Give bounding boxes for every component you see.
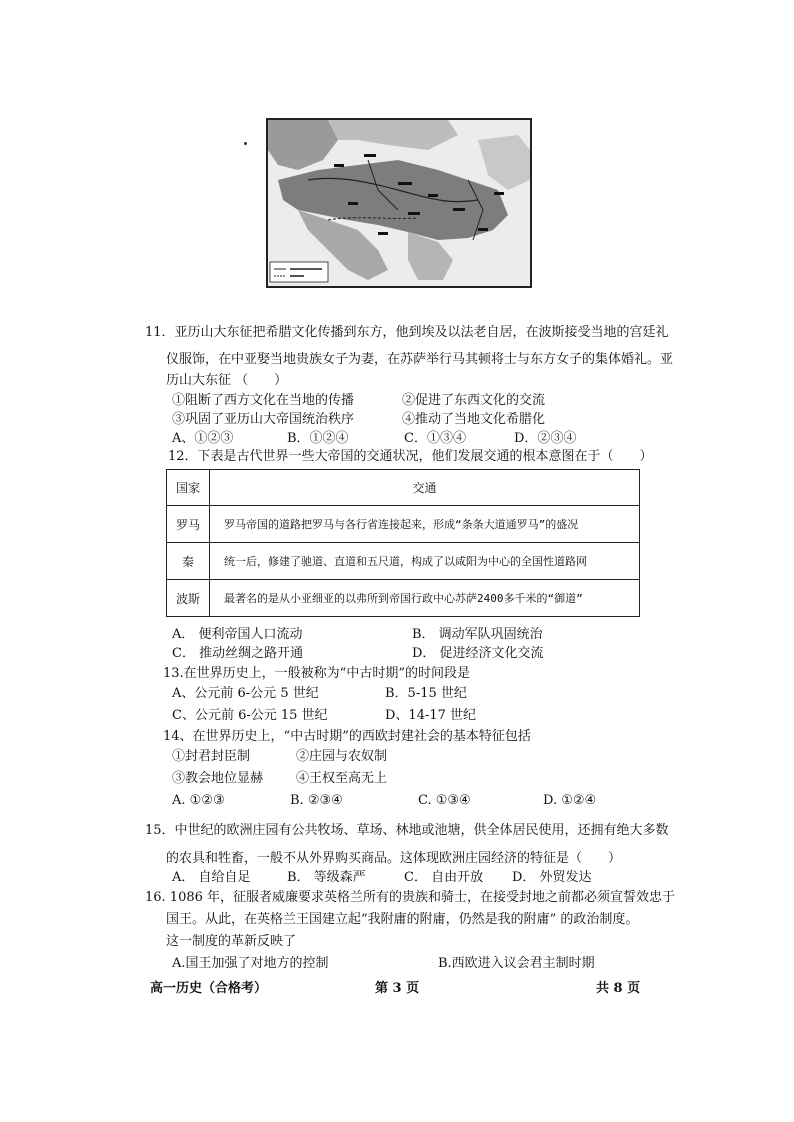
q11-option-b: B．①②④ [287, 431, 349, 446]
footer-page-total: 共 8 页 [596, 981, 641, 996]
q11-item-3: ③巩固了亚历山大帝国统治秩序 [172, 412, 355, 427]
q11-stem-line3: 历山大东征 （ ） [166, 373, 288, 388]
map-drawing [268, 120, 530, 286]
q16-option-b: B.西欧进入议会君主制时期 [438, 956, 595, 971]
footer-subject: 高一历史（合格考） [150, 981, 268, 996]
q11-option-a: A、①②③ [172, 431, 234, 446]
transport-table [166, 469, 640, 617]
q16-stem-line1: 16. 1086 年，征服者威廉要求英格兰所有的贵族和骑士，在接受封地之前都必须宣誓效忠于 [145, 890, 676, 905]
table-row [167, 506, 640, 543]
table-cell-transport: 罗马帝国的道路把罗马与各行省连接起来，形成“条条大道通罗马”的盛况 [210, 506, 640, 543]
q12-option-b: B． 调动军队巩固统治 [412, 627, 543, 642]
q12-stem: 12．下表是古代世界一些大帝国的交通状况，他们发展交通的根本意图在于（ ） [168, 449, 653, 464]
q11-stem-line1: 11．亚历山大东征把希腊文化传播到东方，他到埃及以法老自居，在波斯接受当地的宫廷礼 [145, 325, 669, 340]
q15-option-d: D． 外贸发达 [512, 870, 592, 885]
q14-option-a: A. ①②③ [172, 793, 225, 808]
table-cell-country: 波斯 [167, 580, 210, 617]
q15-stem-line2: 的农具和牲畜，一般不从外界购买商品。这体现欧洲庄园经济的特征是（ ） [166, 851, 622, 866]
q15-option-a: A． 自给自足 [172, 870, 251, 885]
q14-item-2: ②庄园与农奴制 [296, 749, 388, 764]
q11-item-2: ②促进了东西文化的交流 [402, 393, 546, 408]
q14-item-3: ③教会地位显赫 [172, 771, 264, 786]
q14-item-4: ④王权至高无上 [296, 771, 388, 786]
table-cell-country: 罗马 [167, 506, 210, 543]
q13-stem: 13.在世界历史上，一般被称为“中古时期”的时间段是 [163, 666, 470, 681]
q14-stem: 14、在世界历史上，“中古时期”的西欧封建社会的基本特征包括 [163, 729, 531, 744]
footer-page-number: 第 3 页 [375, 981, 420, 996]
table-row [167, 580, 640, 617]
q14-option-b: B. ②③④ [290, 793, 343, 808]
table-cell-country: 秦 [167, 543, 210, 580]
q13-option-d: D、14-17 世纪 [385, 708, 477, 723]
speck-mark [244, 142, 247, 145]
q13-option-c: C、公元前 6-公元 15 世纪 [172, 708, 328, 723]
q11-item-1: ①阻断了西方文化在当地的传播 [172, 393, 355, 408]
q16-stem-line2: 国王。从此，在英格兰王国建立起“我附庸的附庸，仍然是我的附庸” 的政治制度。 [166, 912, 639, 927]
q15-option-b: B． 等级森严 [287, 870, 366, 885]
q15-stem-line1: 15．中世纪的欧洲庄园有公共牧场、草场、林地或池塘，供全体居民使用，还拥有绝大多数 [145, 823, 669, 838]
q11-stem-line2: 仪服饰，在中亚娶当地贵族女子为妻，在苏萨举行马其顿将士与东方女子的集体婚礼。亚 [166, 352, 674, 367]
q14-option-d: D. ①②④ [543, 793, 597, 808]
table-header-row [167, 470, 640, 506]
map-figure [266, 118, 532, 288]
q13-option-b: B．5-15 世纪 [385, 686, 467, 701]
q14-option-c: C. ①③④ [418, 793, 471, 808]
q16-stem-line3: 这一制度的革新反映了 [166, 934, 297, 949]
q16-option-a: A.国王加强了对地方的控制 [172, 956, 329, 971]
q11-option-c: C．①③④ [404, 431, 466, 446]
q14-item-1: ①封君封臣制 [172, 749, 251, 764]
q12-option-c: C． 推动丝绸之路开通 [172, 646, 304, 661]
q11-option-d: D．②③④ [514, 431, 577, 446]
q12-option-d: D． 促进经济文化交流 [412, 646, 544, 661]
table-cell-transport: 统一后，修建了驰道、直道和五尺道，构成了以咸阳为中心的全国性道路网 [210, 543, 640, 580]
table-header-transport: 交通 [210, 470, 640, 506]
table-cell-transport: 最著名的是从小亚细亚的以弗所到帝国行政中心苏萨2400多千米的“御道” [210, 580, 640, 617]
table-header-country: 国家 [167, 470, 210, 506]
q12-option-a: A． 便利帝国人口流动 [172, 627, 303, 642]
q11-item-4: ④推动了当地文化希腊化 [402, 412, 546, 427]
q13-option-a: A、公元前 6-公元 5 世纪 [172, 686, 319, 701]
table-row [167, 543, 640, 580]
q15-option-c: C． 自由开放 [404, 870, 484, 885]
